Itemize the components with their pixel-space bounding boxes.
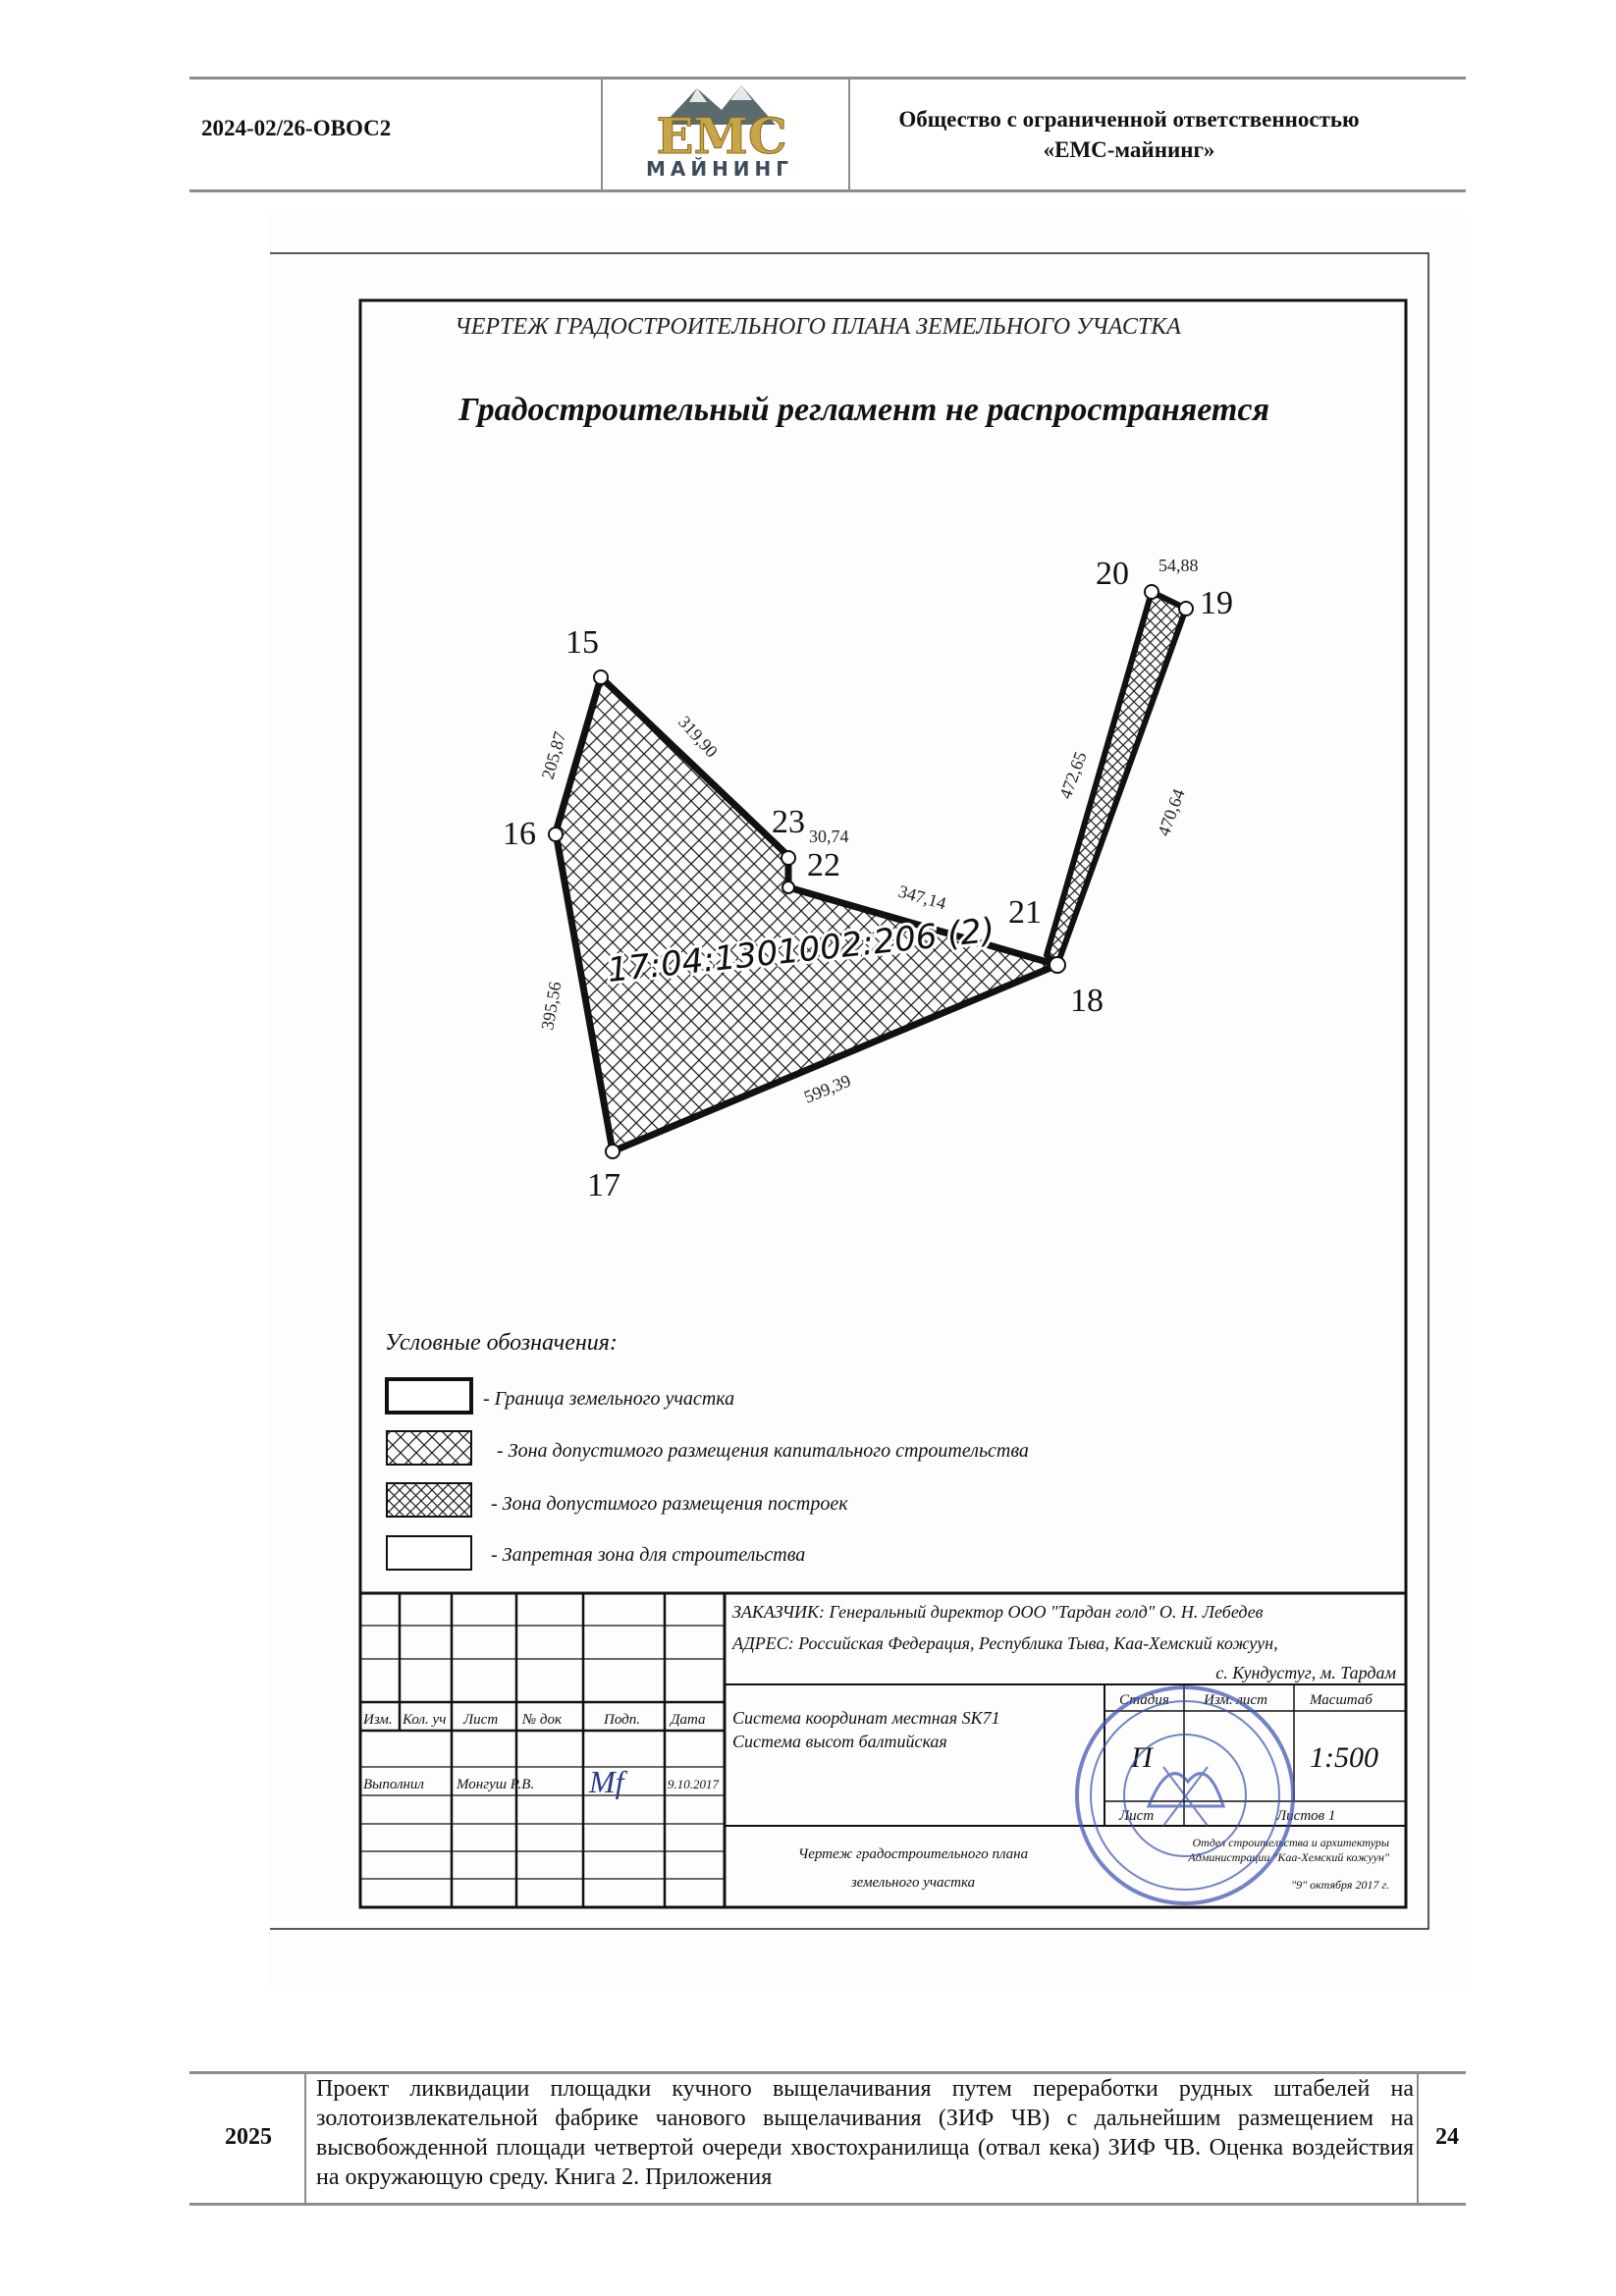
point-label-15: 15	[566, 624, 599, 661]
official-seal-icon	[1077, 1687, 1293, 1903]
stamp-scale-label: Масштаб	[1310, 1692, 1373, 1708]
stamp-lists-label: Листов 1	[1276, 1808, 1336, 1824]
stamp-address-1: АДРЕС: Российская Федерация, Республика Тыва, Каа-Хемский кожуун,	[732, 1633, 1278, 1653]
point-label-23: 23	[772, 804, 805, 840]
stamp-col-data: Дата	[671, 1712, 706, 1728]
stamp-col-kol: Кол. уч	[403, 1712, 447, 1728]
footer-description: Проект ликвидации площадки кучного выщелачивания путем переработки рудных штабелей на золотоизвлекательной фабрике чанового выщелачивания (ЗИФ ЧВ) с дальнейшим размещением на высвобожденной площади четвертой очереди хвостохранилища (отвал кека) ЗИФ ЧВ. Оценка воздействия на окружающую среду. Книга 2. Приложения	[316, 2076, 1414, 2190]
drawing-title: ЧЕРТЕЖ ГРАДОСТРОИТЕЛЬНОГО ПЛАНА ЗЕМЕЛЬНОГО УЧАСТКА	[455, 314, 1181, 340]
stamp-performed-date: 9.10.2017	[668, 1777, 719, 1791]
legend-item-forbidden: - Запретная зона для строительства	[491, 1544, 806, 1566]
page-number: 24	[1435, 2124, 1459, 2150]
stamp-col-list: Лист	[463, 1712, 499, 1728]
point-label-17: 17	[587, 1167, 620, 1203]
distance-19-18: 470,64	[1153, 786, 1189, 839]
distance-23-22: 30,74	[809, 827, 849, 846]
logo-subtext: МАЙНИНГ	[645, 157, 794, 181]
stamp-department-2: Администрации "Каа-Хемский кожуун"	[1188, 1850, 1389, 1864]
stamp-customer: ЗАКАЗЧИК: Генеральный директор ООО "Тардан голд" О. Н. Лебедев	[732, 1602, 1264, 1622]
stamp-col-podp: Подп.	[604, 1712, 640, 1728]
stamp-coord-system: Система координат местная SK71	[732, 1708, 1000, 1728]
point-label-16: 16	[503, 816, 536, 852]
distance-15-16: 205,87	[537, 729, 570, 782]
legend-item-buildings: - Зона допустимого размещения построек	[491, 1493, 848, 1515]
stamp-performed-label: Выполнил	[363, 1777, 424, 1792]
stamp-scale-value: 1:500	[1310, 1741, 1378, 1774]
stamp-list-label: Лист	[1119, 1808, 1155, 1824]
drawing-subtitle: Градостроительный регламент не распространяется	[458, 392, 1269, 428]
footer-year: 2025	[225, 2124, 272, 2150]
stamp-stage-value: П	[1131, 1741, 1153, 1774]
footer-divider-right	[1417, 2072, 1419, 2204]
legend-swatch-capital	[387, 1431, 471, 1465]
logo-wordmark: EMC	[656, 107, 787, 165]
distance-21-20: 472,65	[1054, 749, 1091, 802]
vertex-15	[594, 670, 608, 684]
vertex-19	[1179, 602, 1193, 615]
stamp-signature: Мf	[589, 1764, 624, 1799]
stamp-col-doc: № док	[522, 1712, 562, 1728]
point-label-19: 19	[1200, 585, 1233, 621]
stamp-drawing-name-2: земельного участка	[850, 1875, 976, 1891]
distance-15-23: 319,90	[674, 712, 723, 762]
legend-item-boundary: - Граница земельного участка	[483, 1388, 735, 1410]
point-label-20: 20	[1096, 556, 1129, 592]
legend-title: Условные обозначения:	[385, 1330, 618, 1356]
stamp-department-date: "9" октября 2017 г.	[1291, 1878, 1389, 1892]
distance-22-18: 347,14	[895, 881, 948, 914]
legend-swatch-forbidden	[387, 1536, 471, 1570]
point-label-22: 22	[807, 847, 840, 883]
org-line-2: «ЕМС-майнинг»	[1043, 137, 1215, 162]
stamp-drawing-name-1: Чертеж градостроительного плана	[797, 1846, 1029, 1862]
stamp-col-izm: Изм.	[363, 1712, 393, 1728]
vertex-23	[781, 851, 795, 865]
stamp-height-system: Система высот балтийская	[732, 1732, 947, 1751]
distance-17-18: 599,39	[801, 1070, 854, 1107]
org-line-1: Общество с ограниченной ответственностью	[898, 107, 1360, 132]
legend-swatch-boundary	[387, 1379, 471, 1413]
stamp-department-1: Отдел строительства и архитектуры	[1192, 1836, 1389, 1849]
footer-divider-left	[304, 2072, 306, 2204]
point-label-18: 18	[1070, 983, 1104, 1019]
vertex-16	[549, 828, 563, 841]
point-label-21: 21	[1008, 894, 1042, 931]
distance-16-17: 395,56	[537, 980, 566, 1032]
parcel-cadastral-id: 17:04:1301002:206 (2)	[605, 910, 997, 990]
legend-item-capital: - Зона допустимого размещения капитального строительства	[497, 1440, 1029, 1462]
stamp-address-2: с. Кундустуг, м. Тардам	[1215, 1663, 1396, 1682]
stamp-sheet-label: Изм. лист	[1204, 1692, 1267, 1708]
footer-bottom-rule	[189, 2203, 1466, 2206]
vertex-18	[1050, 957, 1065, 973]
stamp-performed-name: Монгуш Р.В.	[457, 1777, 535, 1792]
document-code: 2024-02/26-ОВОС2	[201, 116, 392, 140]
vertex-20	[1145, 585, 1158, 599]
legend-swatch-buildings	[387, 1483, 471, 1517]
stamp-stage-label: Стадия	[1119, 1692, 1169, 1708]
vertex-17	[606, 1145, 619, 1158]
vertex-22	[782, 881, 794, 893]
distance-20-19: 54,88	[1158, 556, 1199, 575]
